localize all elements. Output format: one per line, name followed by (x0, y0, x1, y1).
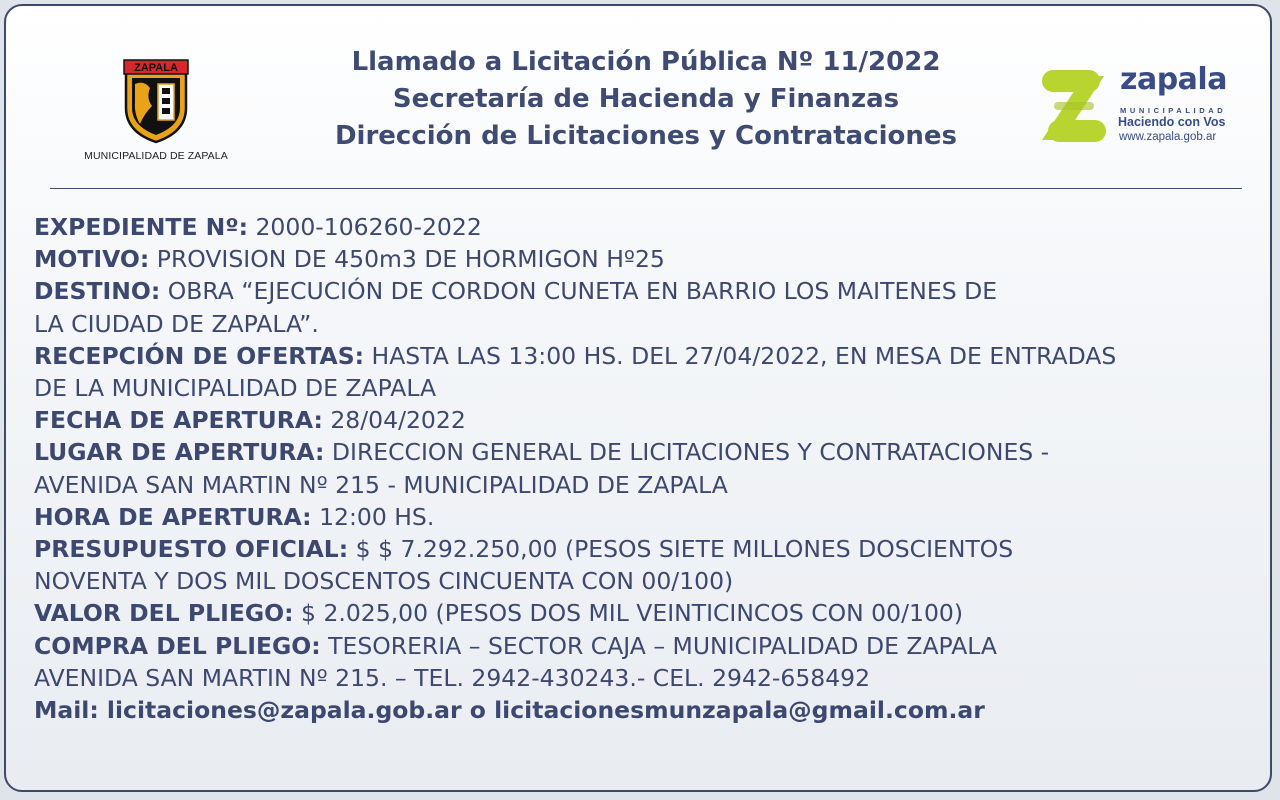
municipal-crest (76, 58, 236, 162)
announcement-header (296, 44, 996, 155)
zapala-brand-logo (1040, 62, 1250, 148)
detail-label: VALOR DEL PLIEGO: (34, 599, 294, 628)
detail-value: AVENIDA SAN MARTIN Nº 215 - MUNICIPALIDAD DE ZAPALA (34, 470, 728, 499)
header-secretariat: Secretaría de Hacienda y Finanzas (392, 84, 900, 114)
detail-line (34, 501, 1264, 533)
detail-line (34, 597, 1264, 629)
detail-label: DESTINO: (34, 277, 161, 306)
detail-value: LA CIUDAD DE ZAPALA”. (34, 309, 319, 338)
detail-line (34, 436, 1264, 468)
brand-wordmark: zapala (1120, 62, 1227, 97)
detail-line (34, 243, 1264, 275)
detail-line (34, 211, 1264, 243)
header-title: Llamado a Licitación Pública Nº 11/2022 (351, 47, 941, 77)
detail-value: NOVENTA Y DOS MIL DOSCENTOS CINCUENTA CON 00/100) (34, 567, 734, 596)
detail-line (34, 275, 1264, 307)
detail-line (34, 404, 1264, 436)
detail-label: EXPEDIENTE Nº: (34, 213, 249, 241)
detail-label: FECHA DE APERTURA: (34, 406, 323, 435)
brand-url: www.zapala.gob.ar (1119, 131, 1217, 143)
detail-label: RECEPCIÓN DE OFERTAS: (34, 341, 365, 370)
detail-line (34, 533, 1264, 565)
detail-value: DE LA MUNICIPALIDAD DE ZAPALA (34, 374, 437, 403)
detail-value: AVENIDA SAN MARTIN Nº 215. – TEL. 2942-430243.- CEL. 2942-658492 (34, 663, 871, 692)
crest-banner-text: ZAPALA (134, 62, 178, 74)
brand-subtitle: MUNICIPALIDAD (1120, 106, 1227, 115)
detail-line (34, 630, 1264, 662)
contact-mail-line: Mail: licitaciones@zapala.gob.ar o licitacionesmunzapala@gmail.com.ar (34, 696, 985, 725)
z-logo-icon (1040, 68, 1112, 148)
detail-label: COMPRA DEL PLIEGO: (34, 631, 321, 660)
detail-label: HORA DE APERTURA: (34, 502, 312, 531)
header-directorate: Dirección de Licitaciones y Contrataciones (334, 121, 958, 151)
crest-shield-icon (122, 58, 190, 144)
detail-value: PROVISION DE 450m3 DE HORMIGON Hº25 (149, 245, 665, 274)
detail-value: DIRECCION GENERAL DE LICITACIONES Y CONTRATACIONES - (324, 438, 1050, 467)
announcement-body (34, 211, 1264, 726)
detail-line (34, 308, 1264, 340)
detail-line (34, 372, 1264, 404)
detail-value: 28/04/2022 (322, 406, 466, 435)
detail-label: PRESUPUESTO OFICIAL: (34, 535, 349, 564)
crest-caption: MUNICIPALIDAD DE ZAPALA (84, 150, 228, 162)
detail-line (34, 662, 1264, 694)
brand-tagline: Haciendo con Vos (1118, 115, 1226, 129)
detail-value: $ 2.025,00 (PESOS DOS MIL VEINTICINCOS CON 00/100) (293, 599, 964, 628)
detail-value: 12:00 HS. (311, 502, 435, 531)
announcement-card (4, 4, 1272, 792)
detail-value: OBRA “EJECUCIÓN DE CORDON CUNETA EN BARRIO LOS MAITENES DE (160, 277, 998, 306)
detail-line (34, 565, 1264, 597)
detail-line (34, 340, 1264, 372)
detail-label: MOTIVO: (34, 245, 150, 274)
detail-value: 2000-106260-2022 (248, 213, 482, 241)
header-divider (50, 188, 1242, 189)
detail-label: LUGAR DE APERTURA: (34, 438, 325, 467)
detail-value: TESORERIA – SECTOR CAJA – MUNICIPALIDAD DE ZAPALA (320, 631, 998, 660)
detail-value: $ $ 7.292.250,00 (PESOS SIETE MILLONES DOSCIENTOS (348, 535, 1014, 564)
detail-value: HASTA LAS 13:00 HS. DEL 27/04/2022, EN MESA DE ENTRADAS (364, 341, 1117, 370)
detail-line (34, 469, 1264, 501)
